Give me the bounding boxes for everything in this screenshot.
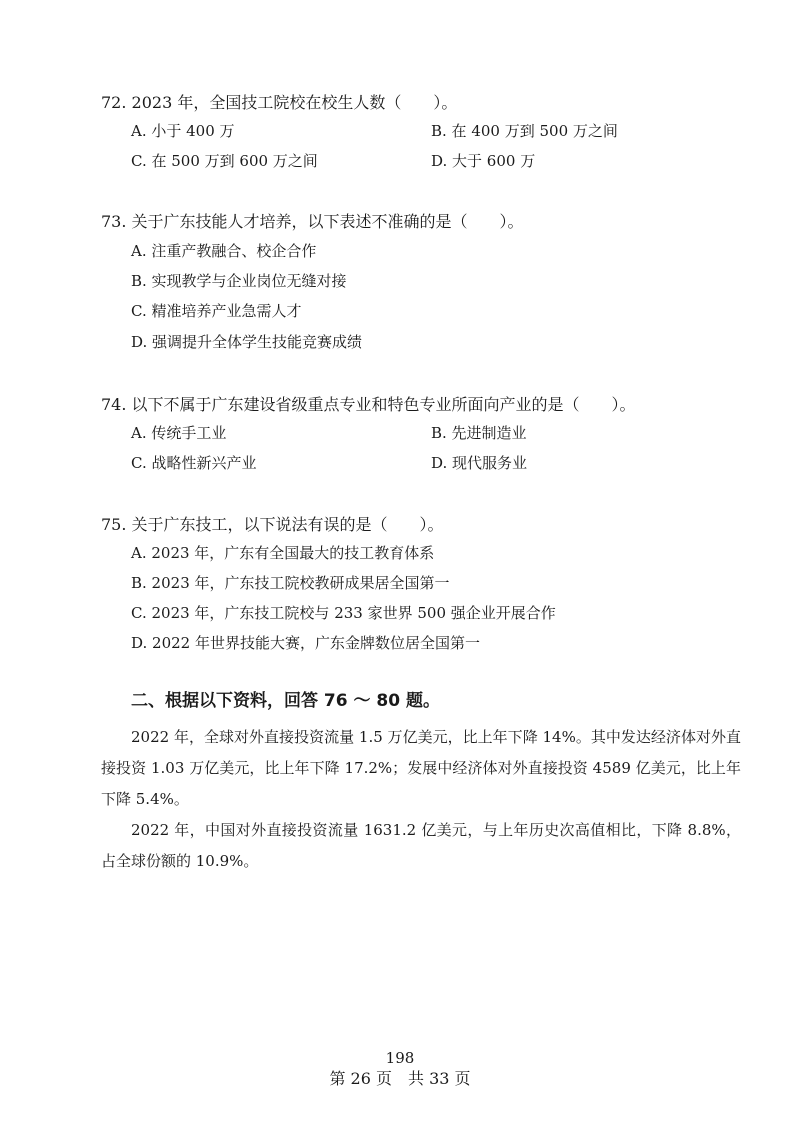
- option-a: A. 2023 年，广东有全国最大的技工教育体系: [131, 544, 435, 562]
- option-b: B. 2023 年，广东技工院校教研成果居全国第一: [131, 574, 450, 592]
- question-stem: 72. 2023 年，全国技工院校在校生人数（ ）。: [101, 93, 458, 112]
- option-b: B. 在 400 万到 500 万之间: [431, 122, 618, 140]
- option-a: A. 注重产教融合、校企合作: [131, 242, 317, 260]
- page-number: 198: [385, 1049, 415, 1067]
- section-heading: 二、根据以下资料，回答 76 ～ 80 题。: [131, 691, 440, 711]
- option-d: D. 现代服务业: [431, 454, 528, 472]
- question-stem: 75. 关于广东技工，以下说法有误的是（ ）。: [101, 515, 444, 534]
- passage-paragraph-1: 2022 年，全球对外直接投资流量 1.5 万亿美元，比上年下降 14%。其中发达经济体对外直接投资 1.03 万亿美元，比上年下降 17.2%；发展中经济体对外直接投资 4589 亿美元，比上年下降 5.4%。: [101, 728, 741, 808]
- option-d: D. 2022 年世界技能大赛，广东金牌数位居全国第一: [131, 634, 480, 652]
- option-d: D. 大于 600 万: [431, 152, 536, 170]
- option-c: C. 精准培养产业急需人才: [131, 302, 302, 320]
- option-a: A. 传统手工业: [131, 424, 227, 442]
- question-stem: 73. 关于广东技能人才培养，以下表述不准确的是（ ）。: [101, 212, 524, 231]
- question-stem: 74. 以下不属于广东建设省级重点专业和特色专业所面向产业的是（ ）。: [101, 395, 636, 414]
- option-c: C. 战略性新兴产业: [131, 454, 257, 472]
- passage-paragraph-2: 2022 年，中国对外直接投资流量 1631.2 亿美元，与上年历史次高值相比，下降 8.8%，占全球份额的 10.9%。: [101, 821, 741, 870]
- option-c: C. 在 500 万到 600 万之间: [131, 152, 318, 170]
- option-c: C. 2023 年，广东技工院校与 233 家世界 500 强企业开展合作: [131, 604, 556, 622]
- page-footer: 第 26 页 共 33 页: [329, 1069, 471, 1088]
- option-b: B. 先进制造业: [431, 424, 527, 442]
- option-d: D. 强调提升全体学生技能竞赛成绩: [131, 333, 363, 351]
- option-a: A. 小于 400 万: [131, 122, 235, 140]
- option-b: B. 实现教学与企业岗位无缝对接: [131, 272, 347, 290]
